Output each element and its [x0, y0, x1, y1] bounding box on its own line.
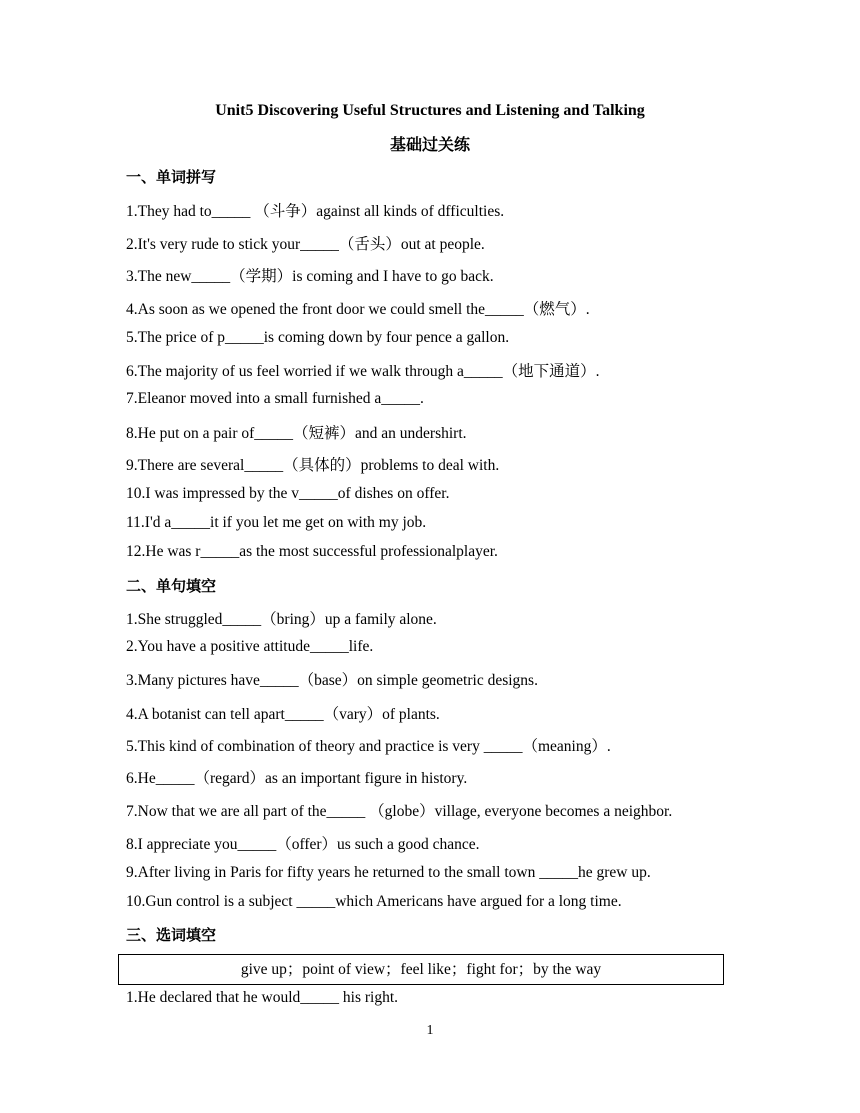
page-number: 1: [426, 1023, 434, 1038]
question-item: 4.As soon as we opened the front door we could smell the_____（燃气）.: [126, 301, 590, 318]
question-item: 2.You have a positive attitude_____life.: [126, 638, 374, 655]
section-heading-word-choice: 三、选词填空: [126, 926, 217, 944]
question-item: 9.There are several_____（具体的）problems to deal with.: [126, 457, 500, 474]
question-item: 8.I appreciate you_____（offer）us such a good chance.: [126, 836, 480, 853]
question-item: 6.He_____（regard）as an important figure in history.: [126, 770, 468, 787]
section-heading-spelling: 一、单词拼写: [126, 168, 217, 186]
section-heading-sentence-fill: 二、单句填空: [126, 577, 217, 595]
document-subtitle: 基础过关练: [389, 135, 470, 154]
question-item: 7.Eleanor moved into a small furnished a_____.: [126, 390, 424, 407]
question-item: 5.This kind of combination of theory and practice is very _____（meaning）.: [126, 738, 611, 755]
question-item: 1.She struggled_____（bring）up a family alone.: [126, 611, 437, 628]
question-item: 5.The price of p_____is coming down by four pence a gallon.: [126, 329, 510, 346]
question-item: 1.He declared that he would_____ his right.: [126, 989, 399, 1006]
question-item: 12.He was r_____as the most successful professionalplayer.: [126, 543, 498, 560]
question-item: 2.It's very rude to stick your_____（舌头）out at people.: [126, 236, 485, 253]
question-item: 4.A botanist can tell apart_____（vary）of plants.: [126, 706, 440, 723]
question-item: 3.Many pictures have_____（base）on simple geometric designs.: [126, 672, 538, 689]
question-item: 11.I'd a_____it if you let me get on with my job.: [126, 514, 427, 531]
question-item: 9.After living in Paris for fifty years he returned to the small town _____he grew up.: [126, 864, 651, 881]
document-title: Unit5 Discovering Useful Structures and Listening and Talking: [215, 102, 645, 119]
question-item: 10.I was impressed by the v_____of dishes on offer.: [126, 485, 450, 502]
question-item: 3.The new_____（学期）is coming and I have to go back.: [126, 268, 494, 285]
question-item: 6.The majority of us feel worried if we walk through a_____（地下通道）.: [126, 363, 600, 380]
word-bank-box: give up；point of view；feel like；fight for；by the way: [118, 954, 724, 985]
question-item: 1.They had to_____ （斗争）against all kinds of dfficulties.: [126, 203, 505, 220]
question-item: 7.Now that we are all part of the_____ （globe）village, everyone becomes a neighbor.: [126, 803, 673, 820]
question-item: 8.He put on a pair of_____（短裤）and an undershirt.: [126, 425, 467, 442]
question-item: 10.Gun control is a subject _____which Americans have argued for a long time.: [126, 893, 622, 910]
